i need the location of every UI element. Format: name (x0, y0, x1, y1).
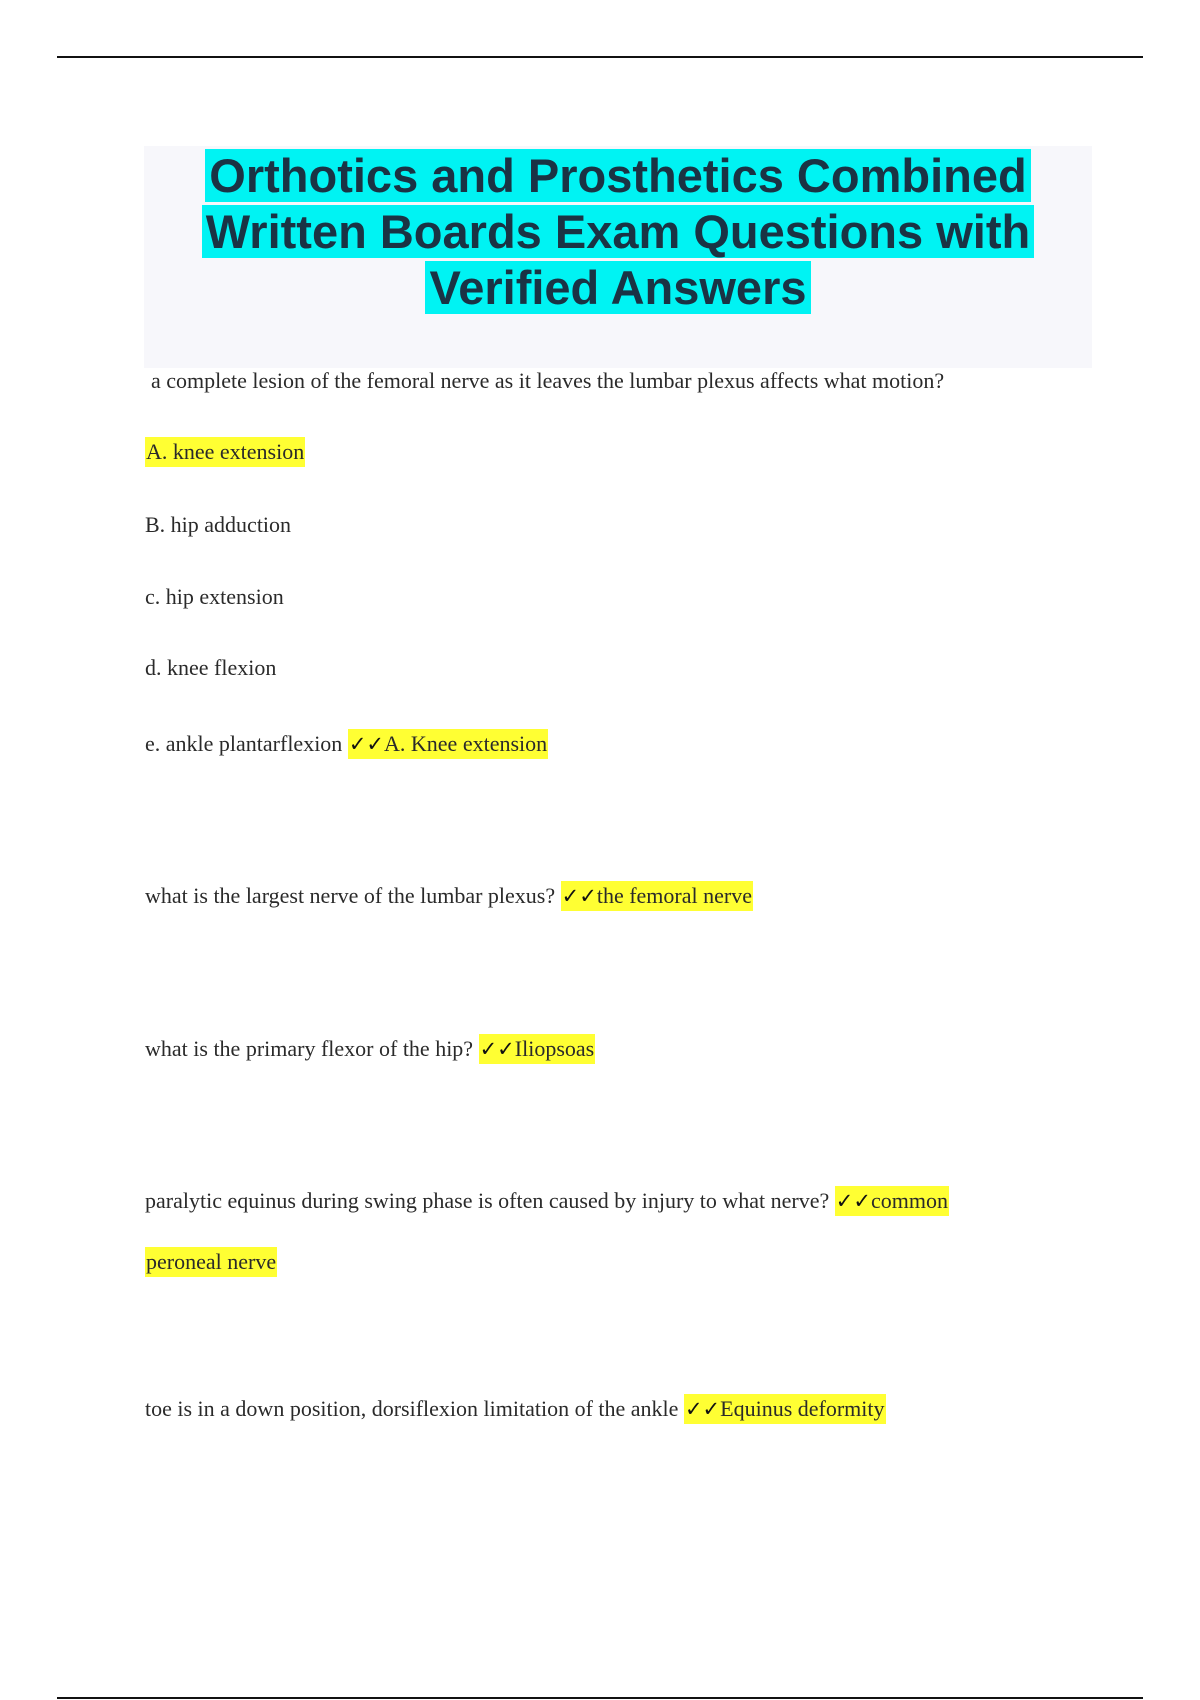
check-mark-icon: ✓✓ (348, 732, 385, 756)
page-title (144, 148, 1092, 316)
question-1-answer (348, 729, 548, 759)
answer-text: the femoral nerve (596, 883, 752, 908)
title-line-2: Written Boards Exam Questions with (202, 205, 1034, 258)
answer-text: A. Knee extension (384, 731, 548, 756)
top-rule (57, 56, 1143, 58)
question-4-text: paralytic equinus during swing phase is often caused by injury to what nerve? (145, 1188, 830, 1213)
question-4-answer-continuation (145, 1247, 277, 1277)
question-4-answer-part1 (835, 1186, 949, 1216)
question-3-text: what is the primary flexor of the hip? (145, 1036, 474, 1061)
title-line-3: Verified Answers (425, 261, 810, 314)
answer-text: common (870, 1188, 948, 1213)
option-a-highlighted: A. knee extension (145, 437, 305, 467)
question-5 (145, 1394, 886, 1424)
answer-text: Iliopsoas (514, 1036, 595, 1061)
question-4 (145, 1186, 949, 1216)
check-mark-icon: ✓✓ (684, 1397, 721, 1421)
question-5-text: toe is in a down position, dorsiflexion limitation of the ankle (145, 1396, 679, 1421)
question-1-text: a complete lesion of the femoral nerve as it leaves the lumbar plexus affects what motion? (151, 368, 945, 393)
question-2-answer (561, 881, 753, 911)
question-1-option-c: c. hip extension (145, 584, 284, 609)
question-4-answer-part2: peroneal nerve (145, 1247, 277, 1277)
bottom-rule (57, 1697, 1143, 1699)
question-1-option-d: d. knee flexion (145, 655, 277, 680)
question-2-text: what is the largest nerve of the lumbar plexus? (145, 883, 556, 908)
title-block (144, 146, 1092, 368)
question-3-answer (479, 1034, 596, 1064)
answer-text: Equinus deformity (720, 1396, 885, 1421)
question-2 (145, 881, 753, 911)
question-1-option-e (145, 729, 548, 759)
question-5-answer (684, 1394, 886, 1424)
check-mark-icon: ✓✓ (561, 884, 597, 908)
check-mark-icon: ✓✓ (479, 1037, 515, 1061)
question-1-option-a (145, 437, 305, 467)
check-mark-icon: ✓✓ (835, 1189, 871, 1213)
title-line-1: Orthotics and Prosthetics Combined (205, 149, 1030, 202)
question-3 (145, 1034, 595, 1064)
question-1-option-b: B. hip adduction (145, 512, 292, 537)
option-e-text: e. ankle plantarflexion (145, 731, 343, 756)
